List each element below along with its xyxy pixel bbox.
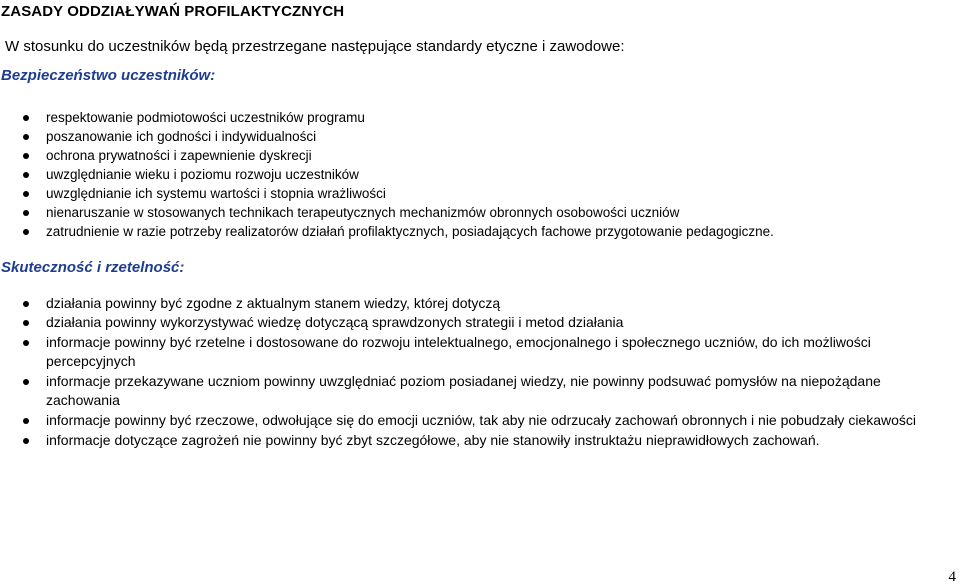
- bullet-icon: [23, 301, 29, 307]
- bullet-icon: [23, 153, 29, 159]
- bullet-icon: [23, 379, 29, 385]
- list-item: informacje powinny być rzeczowe, odwołujące się do emocji uczniów, tak aby nie odrzucały zachowań obronnych i nie pobudzały ciekawości: [0, 411, 955, 430]
- intro-text: W stosunku do uczestników będą przestrzegane następujące standardy etyczne i zawodowe:: [5, 38, 625, 55]
- safety-list: [0, 108, 955, 241]
- bullet-icon: [23, 210, 29, 216]
- bullet-icon: [23, 115, 29, 121]
- page-title: ZASADY ODDZIAŁYWAŃ PROFILAKTYCZNYCH: [1, 3, 345, 20]
- page-number: 4: [948, 569, 956, 585]
- section-heading-effectiveness: Skuteczność i rzetelność:: [1, 259, 185, 276]
- list-item: ochrona prywatności i zapewnienie dyskrecji: [0, 146, 955, 165]
- bullet-icon: [23, 320, 29, 326]
- list-item: respektowanie podmiotowości uczestników programu: [0, 108, 955, 127]
- list-item: informacje dotyczące zagrożeń nie powinny być zbyt szczegółowe, aby nie stanowiły instruktażu nieprawidłowych zachowań.: [0, 431, 955, 450]
- list-item: uwzględnianie ich systemu wartości i stopnia wrażliwości: [0, 184, 955, 203]
- list-item: nienaruszanie w stosowanych technikach terapeutycznych mechanizmów obronnych osobowości uczniów: [0, 203, 955, 222]
- effectiveness-list: [0, 294, 955, 451]
- list-item: uwzględnianie wieku i poziomu rozwoju uczestników: [0, 165, 955, 184]
- bullet-icon: [23, 172, 29, 178]
- bullet-icon: [23, 191, 29, 197]
- list-item: działania powinny być zgodne z aktualnym stanem wiedzy, której dotyczą: [0, 294, 955, 313]
- section-heading-safety: Bezpieczeństwo uczestników:: [1, 67, 216, 84]
- list-item: informacje powinny być rzetelne i dostosowane do rozwoju intelektualnego, emocjonalnego i społecznego uczniów, do ich możliwości percepcyjnych: [0, 333, 955, 371]
- bullet-icon: [23, 418, 29, 424]
- list-item: zatrudnienie w razie potrzeby realizatorów działań profilaktycznych, posiadających fachowe przygotowanie pedagogiczne.: [0, 222, 955, 241]
- bullet-icon: [23, 340, 29, 346]
- list-item: poszanowanie ich godności i indywidualności: [0, 127, 955, 146]
- list-item: działania powinny wykorzystywać wiedzę dotyczącą sprawdzonych strategii i metod działania: [0, 313, 955, 332]
- bullet-icon: [23, 134, 29, 140]
- bullet-icon: [23, 229, 29, 235]
- list-item: informacje przekazywane uczniom powinny uwzględniać poziom posiadanej wiedzy, nie powinny podsuwać pomysłów na niepożądane zachowania: [0, 372, 955, 410]
- bullet-icon: [23, 438, 29, 444]
